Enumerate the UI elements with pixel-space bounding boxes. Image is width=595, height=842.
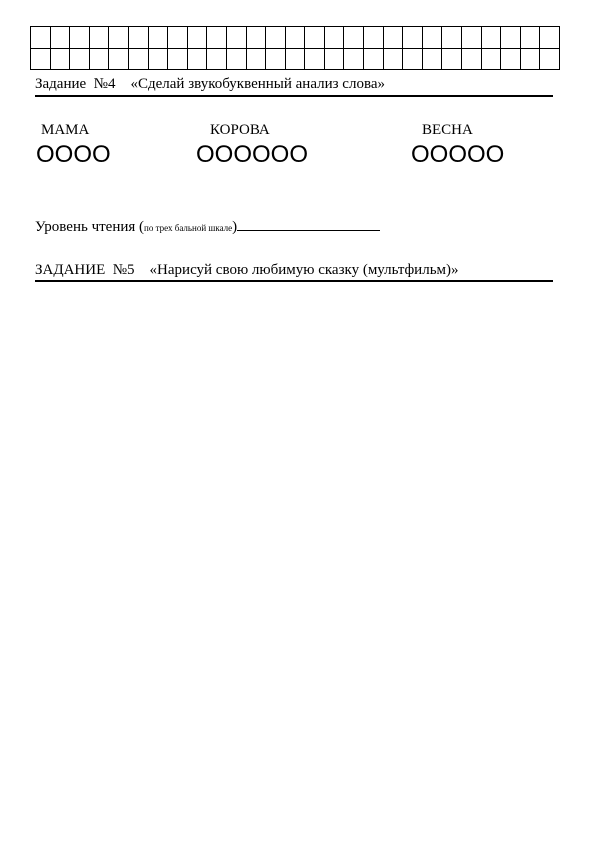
sound-circles-korova: ОООООО — [196, 141, 309, 168]
grid-cell[interactable] — [540, 49, 560, 71]
grid-cell[interactable] — [70, 27, 90, 49]
grid-cell[interactable] — [90, 49, 110, 71]
grid-cell[interactable] — [344, 27, 364, 49]
grid-cell[interactable] — [325, 27, 345, 49]
grid-cell[interactable] — [31, 49, 51, 71]
grid-cell[interactable] — [501, 49, 521, 71]
word-mama: МАМА — [41, 122, 90, 138]
grid-cell[interactable] — [129, 49, 149, 71]
grid-cell[interactable] — [403, 49, 423, 71]
grid-cell[interactable] — [227, 49, 247, 71]
grid-cell[interactable] — [149, 27, 169, 49]
grid-cell[interactable] — [207, 49, 227, 71]
grid-cell[interactable] — [403, 27, 423, 49]
grid-cell[interactable] — [423, 27, 443, 49]
word-korova: КОРОВА — [210, 122, 270, 138]
grid-cell[interactable] — [109, 27, 129, 49]
grid-cell[interactable] — [227, 27, 247, 49]
grid-cell[interactable] — [129, 27, 149, 49]
grid-cell[interactable] — [31, 27, 51, 49]
letter-cell-grid — [30, 26, 560, 70]
grid-cell[interactable] — [540, 27, 560, 49]
grid-cell[interactable] — [442, 49, 462, 71]
grid-cell[interactable] — [109, 49, 129, 71]
grid-cell[interactable] — [188, 49, 208, 71]
grid-cell[interactable] — [90, 27, 110, 49]
grid-cell[interactable] — [168, 49, 188, 71]
grid-cell[interactable] — [207, 27, 227, 49]
sound-circles-mama: ОООО — [36, 141, 111, 168]
grid-cell[interactable] — [286, 49, 306, 71]
grid-cell[interactable] — [423, 49, 443, 71]
grid-cell[interactable] — [286, 27, 306, 49]
grid-cell[interactable] — [501, 27, 521, 49]
grid-cell[interactable] — [344, 49, 364, 71]
grid-cell[interactable] — [364, 49, 384, 71]
word-vesna: ВЕСНА — [422, 122, 473, 138]
grid-cell[interactable] — [51, 27, 71, 49]
grid-cell[interactable] — [364, 27, 384, 49]
task-4-title: Задание №4 «Сделай звукобуквенный анализ слова» — [35, 76, 553, 97]
task-5-title: ЗАДАНИЕ №5 «Нарисуй свою любимую сказку (мультфильм)» — [35, 262, 553, 282]
grid-cell[interactable] — [305, 49, 325, 71]
grid-cell[interactable] — [384, 49, 404, 71]
grid-cell[interactable] — [325, 49, 345, 71]
grid-cell[interactable] — [149, 49, 169, 71]
grid-cell[interactable] — [188, 27, 208, 49]
grid-cell[interactable] — [247, 49, 267, 71]
sound-circles-vesna: ООООО — [411, 141, 505, 168]
grid-cell[interactable] — [247, 27, 267, 49]
grid-cell[interactable] — [384, 27, 404, 49]
grid-cell[interactable] — [521, 27, 541, 49]
grid-cell[interactable] — [521, 49, 541, 71]
grid-cell[interactable] — [462, 27, 482, 49]
reading-level-scale-note: по трех бальной шкале — [144, 223, 233, 233]
grid-cell[interactable] — [305, 27, 325, 49]
reading-level-row — [35, 216, 380, 237]
drawing-area[interactable] — [30, 295, 560, 815]
grid-cell[interactable] — [266, 49, 286, 71]
grid-cell[interactable] — [462, 49, 482, 71]
grid-cell[interactable] — [51, 49, 71, 71]
grid-cell[interactable] — [442, 27, 462, 49]
reading-level-label: Уровень чтения ( — [35, 219, 145, 235]
grid-cell[interactable] — [482, 27, 502, 49]
grid-cell[interactable] — [482, 49, 502, 71]
grid-cell[interactable] — [70, 49, 90, 71]
reading-level-close: ) — [232, 219, 238, 235]
reading-level-answer-line[interactable] — [237, 216, 380, 231]
grid-cell[interactable] — [168, 27, 188, 49]
grid-cell[interactable] — [266, 27, 286, 49]
